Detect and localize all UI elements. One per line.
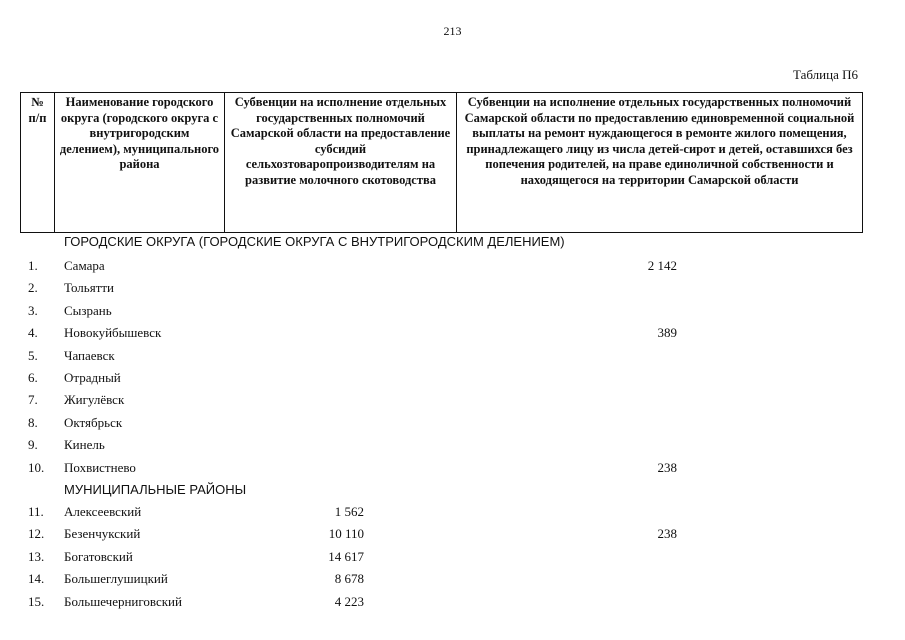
row-name: Богатовский xyxy=(64,548,133,564)
row-number: 6. xyxy=(28,370,38,385)
table-row xyxy=(0,591,905,613)
row-name: Октябрьск xyxy=(64,414,123,430)
table-row xyxy=(0,568,905,590)
row-number: 10. xyxy=(28,459,45,475)
table-row xyxy=(0,412,905,434)
row-name: Кинель xyxy=(64,437,105,453)
row-housing-value: 2 142 xyxy=(647,258,677,273)
header-orphan-housing-subvention: Субвенции на исполнение отдельных государственных полномочий Самарской области по предоставлению единовременной социальной выплаты на ремонт нуждающегося в ремонте жилого помещения, принадлежащего лицу из числа детей-сирот и детей, оставшихся без попечения родителей, на праве единоличной собственности и находящегося на территории Самарской области xyxy=(457,93,863,233)
table-header xyxy=(20,92,863,233)
row-name: Большеглушицкий xyxy=(64,571,168,587)
row-name: Похвистнево xyxy=(64,459,136,475)
row-name: Безенчукский xyxy=(64,526,141,542)
table-row xyxy=(0,434,905,456)
row-number: 3. xyxy=(28,302,38,318)
row-housing-value: 389 xyxy=(657,325,677,341)
row-name: Большечерниговский xyxy=(64,593,182,609)
row-dairy-value: 1 562 xyxy=(334,504,364,519)
table-row xyxy=(0,501,905,523)
row-number: 8. xyxy=(28,414,38,430)
row-number: 2. xyxy=(28,280,38,296)
table-row xyxy=(0,457,905,479)
row-name: Чапаевск xyxy=(64,347,115,363)
row-number: 5. xyxy=(28,347,38,363)
header-number: № п/п xyxy=(21,93,55,233)
row-housing-value: 238 xyxy=(657,459,677,475)
row-housing-value: 238 xyxy=(657,526,677,542)
table-row xyxy=(0,367,905,389)
table-row xyxy=(0,345,905,367)
row-number: 9. xyxy=(28,437,38,453)
row-name: Алексеевский xyxy=(64,504,142,519)
row-name: Отрадный xyxy=(64,370,121,385)
page-number: 213 xyxy=(443,24,462,38)
header-dairy-subvention: Субвенции на исполнение отдельных государственных полномочий Самарской области на предоставление субсидий сельхозтоваропроизводителям на развитие молочного скотоводства xyxy=(225,93,457,233)
table-row xyxy=(0,255,905,277)
table-row xyxy=(0,546,905,568)
row-name: Сызрань xyxy=(64,302,112,318)
row-number: 15. xyxy=(28,593,45,609)
table-label: Таблица П6 xyxy=(793,67,858,82)
row-name: Жигулёвск xyxy=(64,392,125,408)
row-name: Новокуйбышевск xyxy=(64,325,162,341)
row-number: 7. xyxy=(28,392,38,408)
section-title-urban-districts: ГОРОДСКИЕ ОКРУГА (ГОРОДСКИЕ ОКРУГА С ВНУТРИГОРОДСКИМ ДЕЛЕНИЕМ) xyxy=(64,234,565,249)
row-number: 12. xyxy=(28,526,45,542)
row-number: 13. xyxy=(28,548,45,564)
row-number: 11. xyxy=(28,504,44,519)
header-name: Наименование городского округа (городского округа с внутригородским делением), муниципального района xyxy=(55,93,225,233)
table-row xyxy=(0,523,905,545)
table-row xyxy=(0,277,905,299)
row-number: 14. xyxy=(28,571,45,587)
table-row xyxy=(0,389,905,411)
section-title-municipal-districts: МУНИЦИПАЛЬНЫЕ РАЙОНЫ xyxy=(64,482,247,497)
row-name: Тольятти xyxy=(64,280,115,296)
row-dairy-value: 4 223 xyxy=(334,593,364,609)
row-name: Самара xyxy=(64,258,105,273)
table-row xyxy=(0,300,905,322)
row-dairy-value: 14 617 xyxy=(328,548,364,564)
table-row xyxy=(0,322,905,344)
row-number: 1. xyxy=(28,258,38,273)
row-dairy-value: 8 678 xyxy=(334,571,364,587)
row-number: 4. xyxy=(28,325,38,341)
row-dairy-value: 10 110 xyxy=(328,526,364,542)
